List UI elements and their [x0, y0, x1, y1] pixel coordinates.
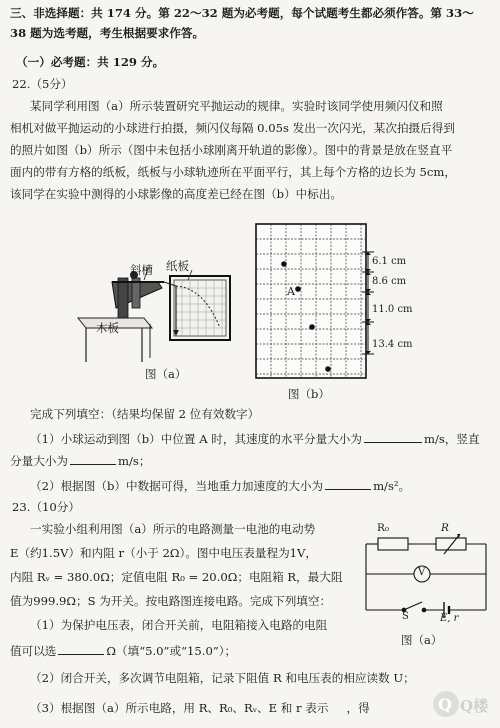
answer-blank-vertical-velocity[interactable]: [70, 453, 116, 465]
q22-line-3: 的照片如图（b）所示（图中未包括小球刚离开轨道的影像）。图中的背景是放在竖直平: [10, 143, 453, 157]
circuit-caption: 图（a）: [401, 633, 443, 647]
dim-8-6: 8.6 cm: [372, 276, 407, 287]
dim-13-4: 13.4 cm: [372, 339, 413, 350]
label-r0: R₀: [377, 522, 390, 534]
q23-part1-tail: Ω（填“5.0”或“15.0”）；: [106, 644, 237, 658]
ball-position-4: [325, 366, 331, 372]
resistor-box-r: [436, 538, 466, 550]
q23-line-3: 内阻 Rᵥ = 380.0Ω；定值电阻 R₀ = 20.0Ω；电阻箱 R，最大阻: [10, 570, 343, 584]
q22-part1-unit: m/s，竖直: [423, 432, 480, 446]
dim-6-1: 6.1 cm: [372, 256, 407, 267]
q23-line-4: 值为999.9Ω；S 为开关。按电路图连接电路。完成下列填空：: [10, 594, 332, 608]
ball-position-3: [309, 324, 315, 330]
figure-a-caption: 图（a）: [145, 367, 187, 381]
q22-part2-line: [30, 478, 410, 494]
q23-part2: （2）闭合开关，多次调节电阻箱，记录下阻值 R 和电压表的相应读数 U；: [30, 671, 415, 685]
q22-part2-unit: m/s²。: [373, 479, 411, 493]
ball-position-a: [295, 286, 301, 292]
figure-circuit: [360, 522, 492, 628]
section-line-1: 三、非选择题：共 174 分。第 22～32 题为必考题，每个试题考生都必须作答。第 33～: [10, 6, 474, 20]
q22-heading: 22.（5分）: [12, 77, 73, 91]
required-heading: （一）必考题：共 129 分。: [16, 55, 165, 69]
figure-a-apparatus: [72, 262, 236, 366]
label-voltmeter: V: [418, 567, 426, 578]
resistor-r0: [378, 538, 408, 550]
q22-part1-line2: [10, 453, 150, 469]
q22-line-5: 该同学在实验中测得的小球影像的高度差已经在图（b）中标出。: [10, 187, 343, 201]
dim-11-0: 11.0 cm: [372, 304, 413, 315]
svg-text:Q楼: Q楼: [460, 697, 489, 715]
q23-heading: 23.（10分）: [12, 500, 80, 514]
q22-part1-line: [30, 431, 480, 447]
q22-instruction: 完成下列填空：（结果均保留 2 位有效数字）: [30, 407, 260, 421]
q23-part1-line1: （1）为保护电压表，闭合开关前，电阻箱接入电路的电阻: [30, 618, 328, 632]
q22-line-1: 某同学利用图（a）所示装置研究平抛运动的规律。实验时该同学使用频闪仪和照: [30, 99, 443, 113]
q22-part1-text: （1）小球运动到图（b）中位置 A 时，其速度的水平分量大小为: [30, 432, 362, 446]
q22-line-2: 相机对做平抛运动的小球进行拍摄，频闪仪每隔 0.05s 发出一次闪光，某次拍摄后得到: [10, 121, 455, 135]
watermark-logo: [430, 687, 494, 724]
label-board: 纸板: [166, 259, 189, 273]
q23-part3-line: [30, 701, 384, 716]
label-source: E, r: [440, 613, 459, 624]
answer-blank-gravity[interactable]: [325, 478, 371, 490]
q23-part3-tail: ，得: [346, 701, 370, 715]
q23-part1-text: 值可以选: [10, 644, 57, 658]
label-r: R: [441, 522, 449, 534]
q23-part1-line2: [10, 643, 236, 659]
switch-icon: [406, 602, 422, 609]
answer-blank-horizontal-velocity[interactable]: [364, 431, 422, 443]
q22-part1-unit2: m/s；: [117, 454, 151, 468]
q22-part1-text2: 分量大小为: [10, 454, 68, 468]
answer-blank-resistance[interactable]: [58, 643, 104, 655]
q22-part2-text: （2）根据图（b）中数据可得，当地重力加速度的大小为: [30, 479, 324, 493]
label-plank: 木板: [96, 321, 119, 335]
point-a-label: A: [287, 285, 295, 298]
q22-line-4: 面内的带有方格的纸板，纸板与小球轨迹所在平面平行，其上每个方格的边长为 5cm，: [10, 165, 456, 179]
svg-text:Q: Q: [438, 695, 452, 714]
q23-line-1: 一实验小组利用图（a）所示的电路测量一电池的电动势: [30, 522, 316, 536]
ball-position-1: [281, 261, 287, 267]
q23-line-2: E（约1.5V）和内阻 r（小于 2Ω）。图中电压表量程为1V，: [10, 546, 318, 560]
label-switch: S: [402, 611, 409, 622]
figure-b-caption: 图（b）: [288, 387, 330, 401]
q23-part3-text: （3）根据图（a）所示电路，用 R、R₀、Rᵥ、E 和 r 表示: [30, 701, 329, 715]
label-incline: 斜槽: [130, 263, 153, 277]
figure-b-grid: [254, 222, 407, 382]
section-line-2: 38 题为选考题，考生根据要求作答。: [10, 26, 205, 40]
